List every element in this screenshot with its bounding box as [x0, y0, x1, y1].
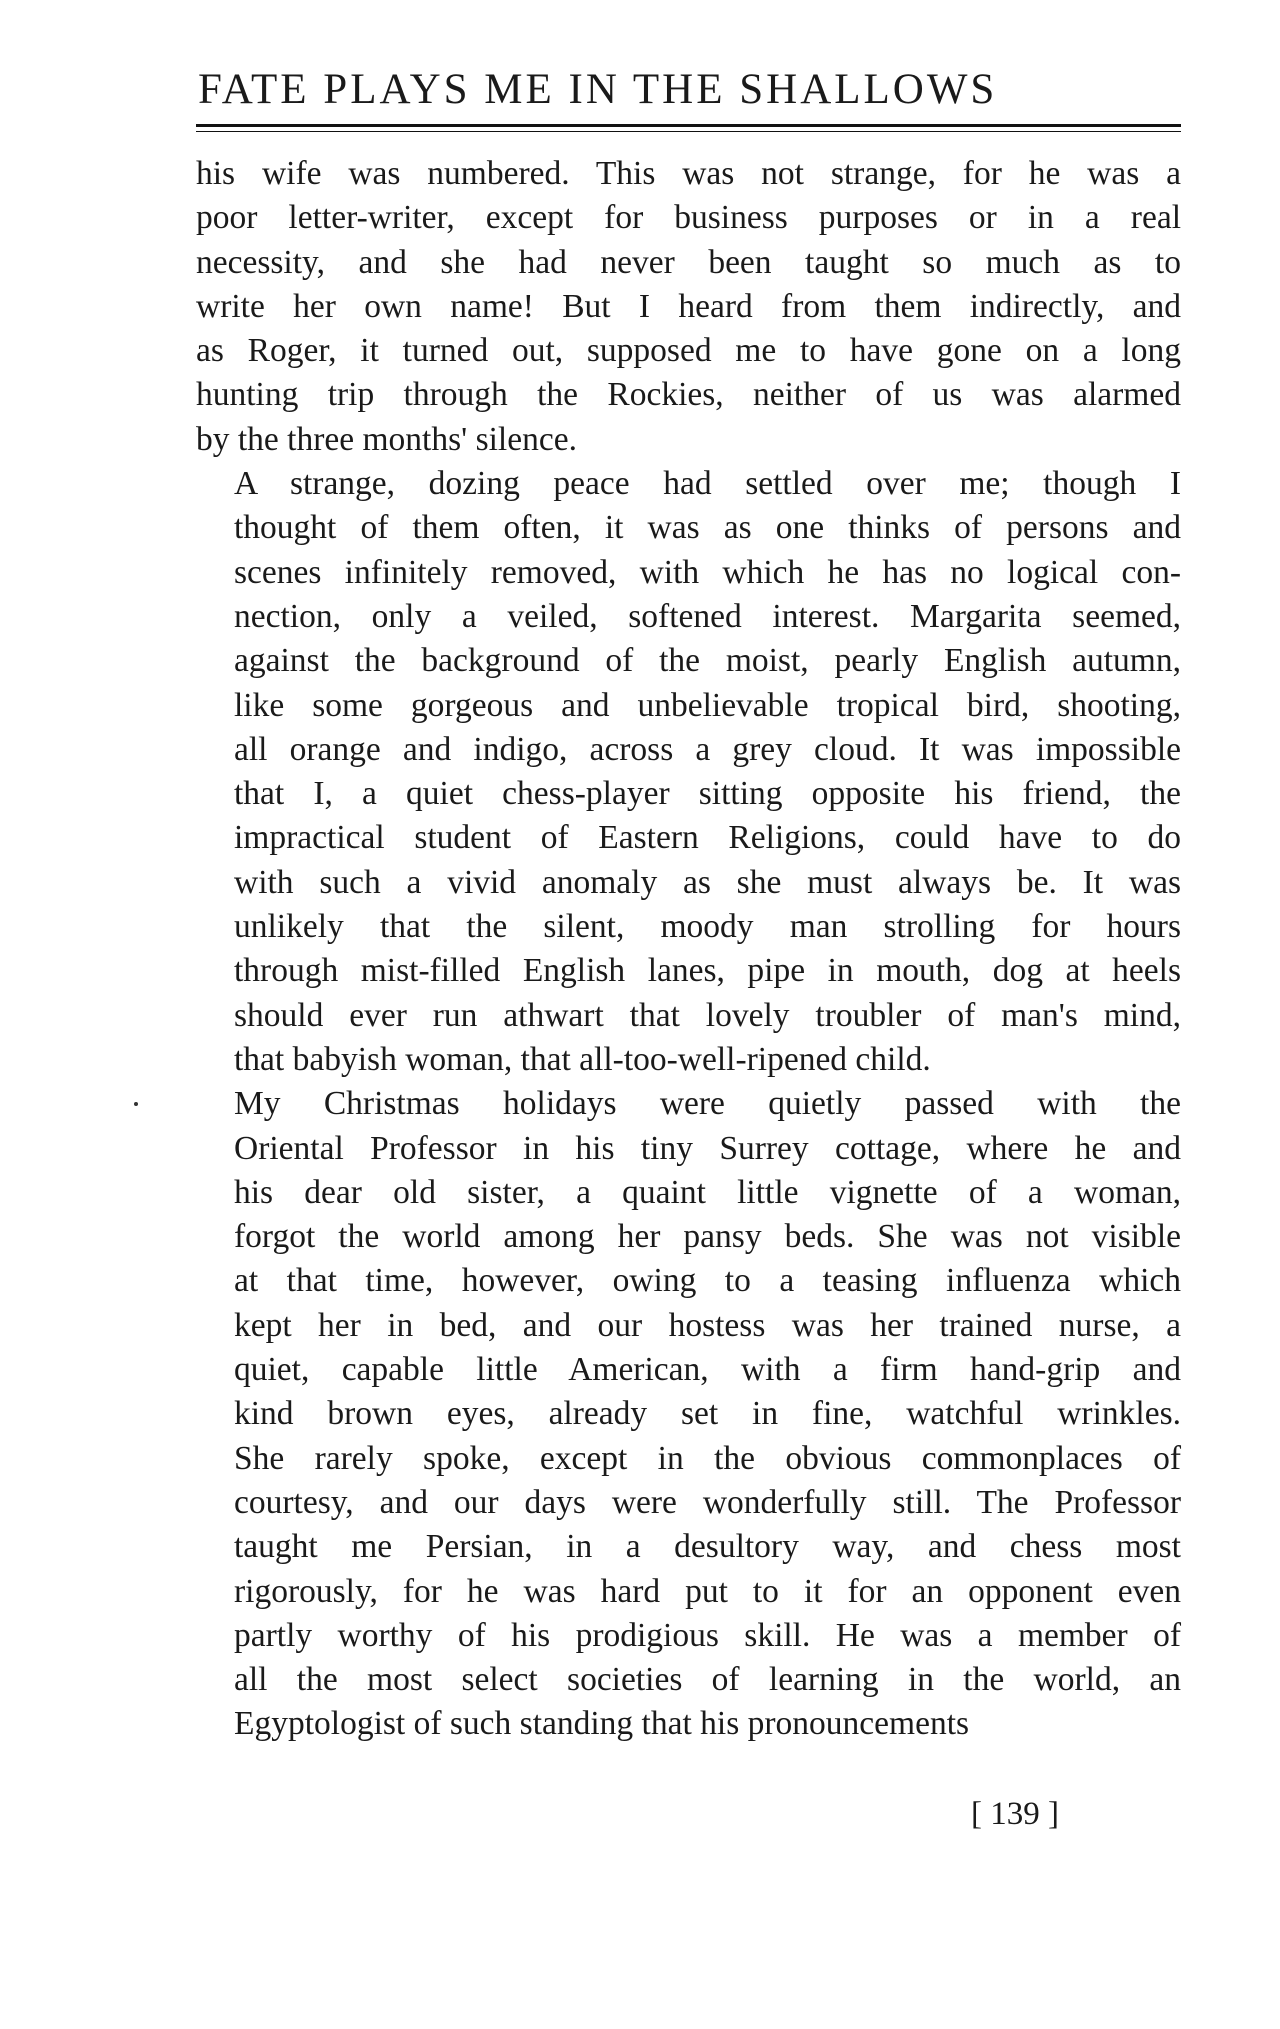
paragraph	[196, 462, 1181, 1082]
text-line: all orange and indigo, across a grey cloud. It was impossible	[234, 730, 1181, 768]
text-line: should ever run athwart that lovely troubler of man's mind,	[234, 996, 1181, 1034]
text-line: like some gorgeous and unbelievable tropical bird, shooting,	[234, 686, 1181, 724]
paper-speck	[134, 1102, 138, 1106]
text-line: by the three months' silence.	[196, 420, 577, 458]
text-line: that babyish woman, that all-too-well-ripened child.	[234, 1040, 931, 1078]
text-line: at that time, however, owing to a teasing influenza which	[234, 1262, 1181, 1300]
text-line: necessity, and she had never been taught so much as to	[196, 243, 1181, 281]
text-line: write her own name! But I heard from them indirectly, and	[196, 287, 1181, 325]
text-line: all the most select societies of learning in the world, an	[234, 1661, 1181, 1699]
text-line: hunting trip through the Rockies, neither of us was alarmed	[196, 376, 1181, 414]
text-line: impractical student of Eastern Religions, could have to do	[234, 819, 1181, 857]
header-rule	[196, 124, 1181, 132]
text-line: Oriental Professor in his tiny Surrey cottage, where he and	[234, 1129, 1181, 1167]
text-line: unlikely that the silent, moody man strolling for hours	[234, 908, 1181, 946]
text-line: quiet, capable little American, with a firm hand-grip and	[234, 1351, 1181, 1389]
book-page	[196, 62, 1181, 1747]
running-head: FATE PLAYS ME IN THE SHALLOWS	[198, 66, 998, 113]
text-line: kind brown eyes, already set in fine, watchful wrinkles.	[234, 1395, 1181, 1433]
text-line: taught me Persian, in a desultory way, and chess most	[234, 1528, 1181, 1566]
text-line: his dear old sister, a quaint little vignette of a woman,	[234, 1173, 1181, 1211]
text-line: with such a vivid anomaly as she must always be. It was	[234, 863, 1181, 901]
text-line: poor letter-writer, except for business purposes or in a real	[196, 199, 1181, 237]
text-line: kept her in bed, and our hostess was her trained nurse, a	[234, 1306, 1181, 1344]
text-line: Egyptologist of such standing that his pronouncements	[234, 1705, 970, 1743]
text-line: My Christmas holidays were quietly passed with the	[234, 1085, 1181, 1123]
text-line: through mist-filled English lanes, pipe in mouth, dog at heels	[234, 952, 1181, 990]
text-line: as Roger, it turned out, supposed me to have gone on a long	[196, 332, 1181, 370]
text-line: A strange, dozing peace had settled over me; though I	[234, 465, 1181, 503]
text-line: partly worthy of his prodigious skill. He was a member of	[234, 1616, 1181, 1654]
text-line: his wife was numbered. This was not strange, for he was a	[196, 155, 1181, 192]
page-number: [ 139 ]	[971, 1796, 1059, 1832]
text-line: courtesy, and our days were wonderfully still. The Professor	[234, 1483, 1181, 1521]
text-line: scenes infinitely removed, with which he has no logical con-	[234, 553, 1181, 591]
text-line: nection, only a veiled, softened interest. Margarita seemed,	[234, 597, 1181, 635]
text-line: She rarely spoke, except in the obvious commonplaces of	[234, 1439, 1181, 1477]
text-line: that I, a quiet chess-player sitting opposite his friend, the	[234, 775, 1181, 813]
text-line: forgot the world among her pansy beds. She was not visible	[234, 1218, 1181, 1256]
paragraph	[196, 152, 1181, 462]
text-line: thought of them often, it was as one thinks of persons and	[234, 509, 1181, 547]
body-text	[196, 152, 1181, 1747]
text-line: rigorously, for he was hard put to it for an opponent even	[234, 1572, 1181, 1610]
paragraph	[196, 1082, 1181, 1746]
text-line: against the background of the moist, pearly English autumn,	[234, 642, 1181, 680]
